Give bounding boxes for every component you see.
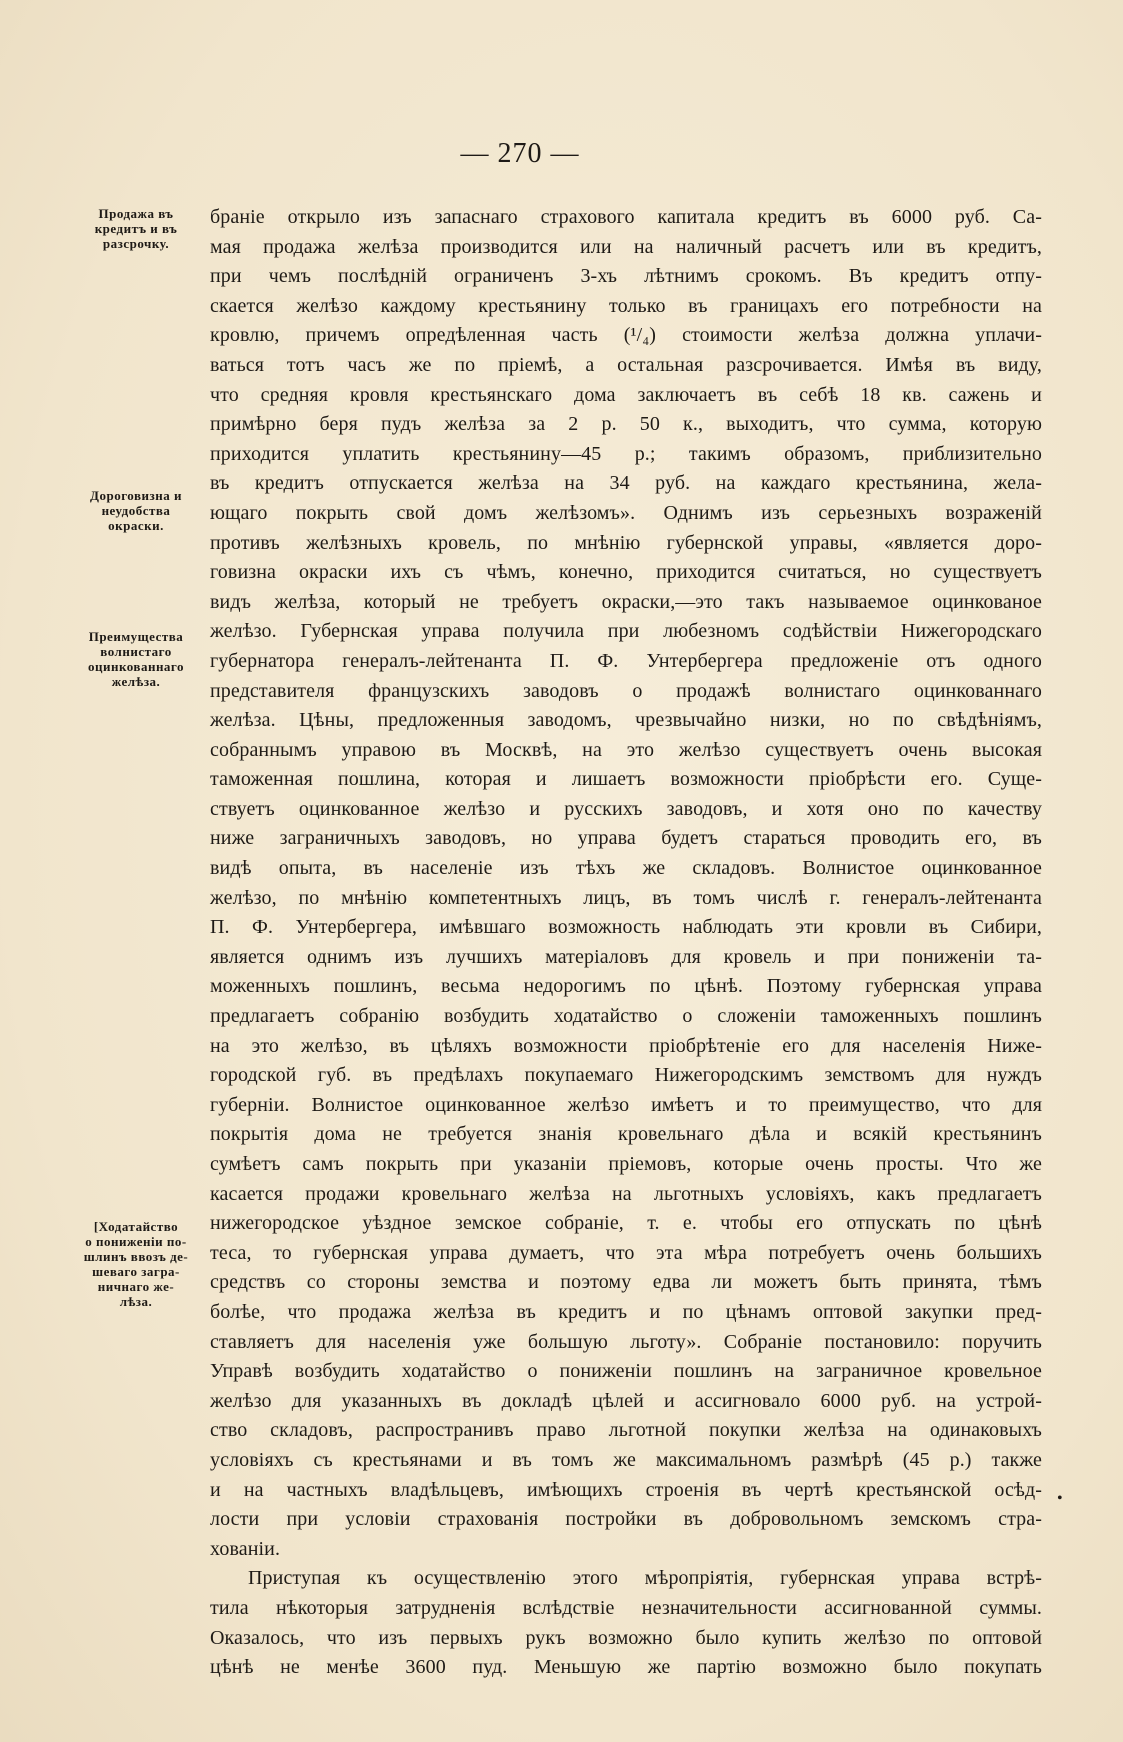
text-line: говизна окраски ихъ съ чѣмъ, конечно, приходится считаться, но существуетъ bbox=[210, 561, 1042, 584]
text-line: ниже заграничныхъ заводовъ, но управа будетъ стараться проводить его, въ bbox=[210, 827, 1042, 850]
text-line: нижегородское уѣздное земское собраніе, т. е. чтобы его отпускать по цѣнѣ bbox=[210, 1212, 1042, 1235]
page-number: — 270 — bbox=[460, 138, 580, 169]
text-line: ство складовъ, распространивъ право льготной покупки желѣза на одинаковыхъ bbox=[210, 1419, 1042, 1442]
text-line: тила нѣкоторыя затрудненія вслѣдствіе незначительности ассигнованной суммы. bbox=[210, 1596, 1042, 1619]
text-line: цѣнѣ не менѣе 3600 пуд. Меньшую же партію возможно было покупать bbox=[210, 1656, 1042, 1679]
text-line: Приступая къ осуществленію этого мѣропріятія, губернская управа встрѣ- bbox=[248, 1567, 1042, 1590]
text-line: мая продажа желѣза производится или на наличный расчетъ или въ кредитъ, bbox=[210, 235, 1042, 258]
text-line: приходится уплатить крестьянину—45 р.; такимъ образомъ, приблизительно bbox=[210, 442, 1042, 465]
text-line: браніе открыло изъ запаснаго страхового капитала кредитъ въ 6000 руб. Са- bbox=[210, 206, 1042, 228]
text-line: Управѣ возбудить ходатайство о пониженіи пошлинъ на заграничное кровельное bbox=[210, 1360, 1042, 1383]
margin-note-line: разсрочку. bbox=[102, 236, 170, 251]
text-line: П. Ф. Унтербергера, имѣвшаго возможность наблюдать эти кровли въ Сибири, bbox=[210, 916, 1042, 939]
margin-note-line: Дороговизна и bbox=[90, 488, 182, 503]
text-line: ющаго покрыть свой домъ желѣзомъ». Однимъ изъ серьезныхъ возраженій bbox=[210, 501, 1042, 524]
margin-note-line: лѣза. bbox=[119, 1294, 153, 1309]
margin-note-line: о пониженіи по- bbox=[85, 1234, 187, 1249]
text-line: въ кредитъ отпускается желѣза на 34 руб. на каждаго крестьянина, жела- bbox=[210, 472, 1042, 495]
margin-note-galvanized-advantages bbox=[66, 629, 206, 689]
text-line: желѣза. Цѣны, предложенныя заводомъ, чрезвычайно низки, но по свѣдѣніямъ, bbox=[210, 709, 1042, 732]
text-line: сумѣетъ самъ покрыть при указаніи пріемовъ, которые очень просты. Что же bbox=[210, 1153, 1042, 1175]
text-line: губернатора генералъ-лейтенанта П. Ф. Унтербергера предложеніе отъ одного bbox=[210, 649, 1042, 672]
text-line: противъ желѣзныхъ кровель, по мнѣнію губернской управы, «является доро- bbox=[210, 531, 1042, 554]
text-line: видѣ опыта, въ населеніе изъ тѣхъ же складовъ. Волнистое оцинкованное bbox=[210, 857, 1042, 880]
margin-note-line: ничнаго же- bbox=[97, 1279, 175, 1294]
text-line: кровлю, причемъ опредѣленная часть (¹/₄) стоимости желѣза должна уплачи- bbox=[210, 324, 1042, 347]
margin-note-line: окраски. bbox=[108, 518, 164, 533]
text-line: городской губ. въ предѣлахъ покупаемаго Нижегородскимъ земствомъ для нуждъ bbox=[210, 1064, 1042, 1087]
text-line: теса, то губернская управа думаетъ, что эта мѣра потребуетъ очень большихъ bbox=[210, 1241, 1042, 1264]
text-line: условіяхъ съ крестьянами и въ томъ же максимальномъ размѣрѣ (45 р.) также bbox=[210, 1448, 1042, 1471]
text-line: средствъ со стороны земства и поэтому едва ли можетъ быть принята, тѣмъ bbox=[210, 1271, 1042, 1294]
ink-dot: • bbox=[1057, 1490, 1063, 1507]
text-line: моженныхъ пошлинъ, весьма недорогимъ по цѣнѣ. Поэтому губернская управа bbox=[210, 975, 1042, 998]
margin-note-line: шеваго загра- bbox=[92, 1264, 180, 1279]
text-line: и на частныхъ владѣльцевъ, имѣющихъ строенія въ чертѣ крестьянской осѣд- bbox=[210, 1478, 1042, 1501]
text-line: видъ желѣза, который не требуетъ окраски,—это такъ называемое оцинкованое bbox=[210, 590, 1042, 613]
text-line: при чемъ послѣдній ограниченъ 3-хъ лѣтнимъ срокомъ. Въ кредитъ отпу- bbox=[210, 265, 1042, 288]
text-line: желѣзо, по мнѣнію компетентныхъ лицъ, въ томъ числѣ г. генералъ-лейтенанта bbox=[210, 886, 1042, 909]
margin-note-line: волнистаго bbox=[100, 644, 172, 659]
text-line: предлагаетъ собранію возбудить ходатайство о сложеніи таможенныхъ пошлинъ bbox=[210, 1005, 1042, 1028]
margin-note-line: Продажа въ bbox=[98, 206, 174, 221]
text-line: желѣзо. Губернская управа получила при любезномъ содѣйствіи Нижегородскаго bbox=[210, 620, 1042, 643]
text-line: собраннымъ управою въ Москвѣ, на это желѣзо существуетъ очень высокая bbox=[210, 738, 1042, 761]
margin-note-credit-sale bbox=[66, 206, 206, 251]
margin-note-cost-painting bbox=[66, 488, 206, 533]
text-line: губерніи. Волнистое оцинкованное желѣзо имѣетъ и то преимущество, что для bbox=[210, 1093, 1042, 1116]
margin-note-petition-duties bbox=[66, 1219, 206, 1309]
margin-note-line: неудобства bbox=[101, 503, 171, 518]
text-line: ствуетъ оцинкованное желѣзо и русскихъ заводовъ, и хотя оно по качеству bbox=[210, 797, 1042, 820]
text-line: что средняя кровля крестьянскаго дома заключаетъ въ себѣ 18 кв. сажень и bbox=[210, 383, 1042, 406]
body-text bbox=[210, 203, 1042, 1683]
margin-note-line: оцинкованнаго bbox=[87, 659, 185, 674]
margin-note-line: желѣза. bbox=[111, 674, 161, 689]
text-line: желѣзо для указанныхъ въ докладѣ цѣлей и ассигновало 6000 руб. на устрой- bbox=[210, 1389, 1042, 1412]
text-line: покрытія дома не требуется знанія кровельнаго дѣла и всякій крестьянинъ bbox=[210, 1123, 1042, 1146]
text-line: Оказалось, что изъ первыхъ рукъ возможно было купить желѣзо по оптовой bbox=[210, 1626, 1042, 1649]
text-line: хованіи. bbox=[210, 1537, 281, 1560]
margin-note-line: кредитъ и въ bbox=[94, 221, 178, 236]
text-line: представителя французскихъ заводовъ о продажѣ волнистаго оцинкованнаго bbox=[210, 679, 1042, 702]
text-line: на это желѣзо, въ цѣляхъ возможности пріобрѣтеніе его для населенія Ниже- bbox=[210, 1034, 1042, 1057]
margin-note-line: Преимущества bbox=[88, 629, 184, 644]
text-line: лости при условіи страхованія постройки въ добровольномъ земскомъ стра- bbox=[210, 1508, 1042, 1531]
text-line: касается продажи кровельнаго желѣза на льготныхъ условіяхъ, какъ предлагаетъ bbox=[210, 1182, 1042, 1205]
text-line: является однимъ изъ лучшихъ матеріаловъ для кровель и при пониженіи та- bbox=[210, 945, 1042, 968]
margin-note-line: шлинъ ввозъ де- bbox=[83, 1249, 189, 1264]
text-line: ваться тотъ часъ же по пріемѣ, а остальная разсрочивается. Имѣя въ виду, bbox=[210, 353, 1042, 376]
margin-note-line: [Ходатайство bbox=[93, 1219, 179, 1234]
text-line: ставляетъ для населенія уже большую льготу». Собраніе постановило: поручить bbox=[210, 1330, 1042, 1353]
text-line: болѣе, что продажа желѣза въ кредитъ и по цѣнамъ оптовой закупки пред- bbox=[210, 1300, 1042, 1323]
text-line: таможенная пошлина, которая и лишаетъ возможности пріобрѣсти его. Суще- bbox=[210, 768, 1042, 791]
text-line: примѣрно беря пудъ желѣза за 2 р. 50 к., выходитъ, что сумма, которую bbox=[210, 413, 1042, 436]
text-line: скается желѣзо каждому крестьянину только въ границахъ его потребности на bbox=[210, 294, 1042, 317]
